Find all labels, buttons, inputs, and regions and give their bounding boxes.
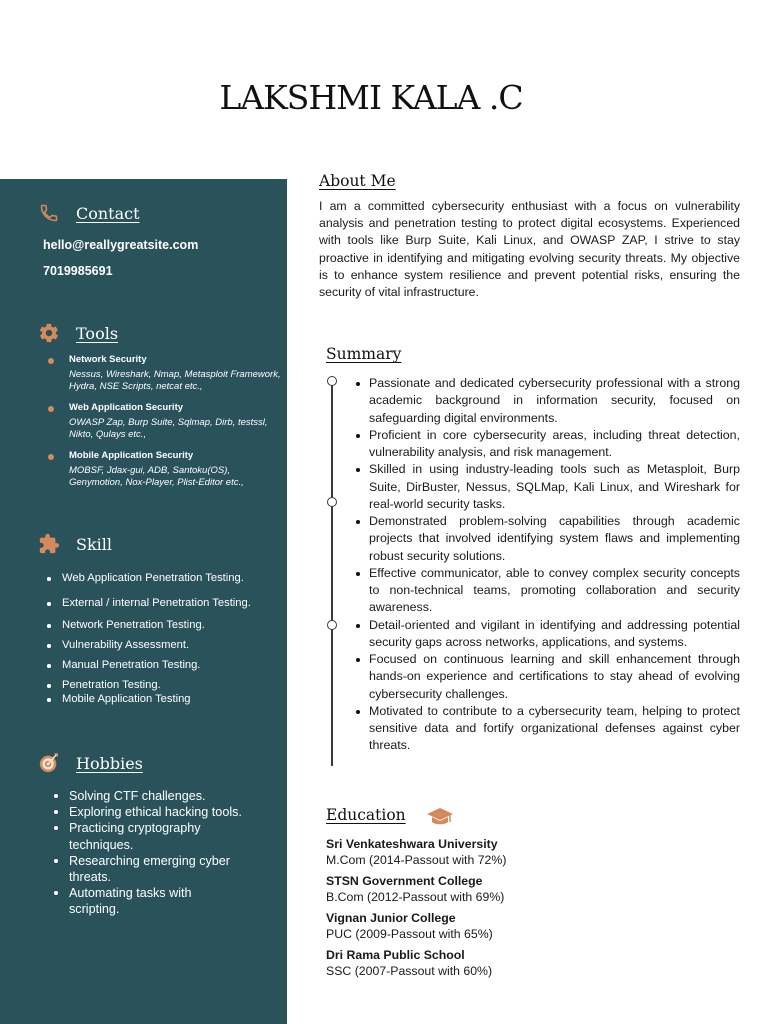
skill-header	[38, 533, 112, 555]
summary-item: Focused on continuous learning and skill enhancement through hands-on experience and certifications to stay ahead of evolving cybersecurity challenges.	[369, 651, 740, 703]
skill-item: Manual Penetration Testing.	[43, 659, 283, 672]
tool-item	[46, 353, 281, 393]
phone-icon	[38, 202, 60, 224]
summary-timeline	[331, 380, 333, 766]
tool-item	[46, 449, 281, 489]
hobby-item: Exploring ethical hacking tools.	[52, 804, 242, 820]
tool-names: MOBSF, Jdax-gui, ADB, Santoku(OS), Genymotion, Nox-Player, Plist-Editor etc.,	[69, 465, 244, 488]
education-list	[326, 836, 626, 984]
summary-item: Detail-oriented and vigilant in identifying and addressing potential security gaps across networks, applications, and systems.	[369, 617, 740, 652]
hobby-item: Practicing cryptography techniques.	[52, 820, 242, 852]
tools-title: Tools	[76, 323, 119, 343]
education-school: Sri Venkateshwara University	[326, 837, 498, 851]
tool-names: Nessus, Wireshark, Nmap, Metasploit Framework, Hydra, NSE Scripts, netcat etc.,	[69, 369, 281, 392]
timeline-node	[327, 376, 337, 386]
education-detail: PUC (2009-Passout with 65%)	[326, 927, 493, 941]
summary-item: Proficient in core cybersecurity areas, including threat detection, vulnerability analysis, and risk management.	[369, 427, 740, 462]
timeline-node	[327, 497, 337, 507]
sidebar	[0, 179, 287, 1024]
contact-header	[38, 202, 140, 224]
skill-item: Penetration Testing.	[43, 679, 283, 692]
education-school: Dri Rama Public School	[326, 948, 465, 962]
skill-item: Web Application Penetration Testing.	[43, 572, 283, 585]
education-item	[326, 910, 626, 942]
summary-list	[369, 375, 740, 755]
tool-category: Mobile Application Security	[69, 450, 194, 461]
education-item	[326, 947, 626, 979]
tool-names: OWASP Zap, Burp Suite, Sqlmap, Dirb, testssl, Nikto, Qulays etc.,	[69, 417, 268, 440]
skill-item: External / internal Penetration Testing.	[43, 597, 283, 610]
education-detail: M.Com (2014-Passout with 72%)	[326, 853, 507, 867]
skill-item: Vulnerability Assessment.	[43, 639, 283, 652]
contact-email[interactable]: hello@reallygreatsite.com	[43, 238, 199, 252]
summary-item: Passionate and dedicated cybersecurity professional with a strong academic background in information security, focused on safeguarding digital environments.	[369, 375, 740, 427]
education-title: Education	[326, 806, 406, 824]
about-title: About Me	[319, 172, 396, 190]
skill-item: Network Penetration Testing.	[43, 619, 283, 632]
contact-title: Contact	[76, 203, 140, 223]
gear-icon	[38, 322, 60, 344]
tool-category: Network Security	[69, 354, 147, 365]
summary-title: Summary	[326, 345, 402, 363]
hobby-item: Researching emerging cyber threats.	[52, 853, 242, 885]
tool-item	[46, 401, 281, 441]
hobbies-list	[52, 788, 242, 918]
skill-title: Skill	[76, 534, 113, 554]
skill-list	[43, 572, 283, 706]
resume-name: LAKSHMI KALA .C	[219, 78, 523, 117]
summary-item: Skilled in using industry-leading tools such as Metasploit, Burp Suite, DirBuster, Nessus, SQLMap, Kali Linux, and Wireshark for real-world security tasks.	[369, 461, 740, 513]
hobbies-title: Hobbies	[76, 753, 143, 773]
tool-category: Web Application Security	[69, 402, 184, 413]
education-school: STSN Government College	[326, 874, 483, 888]
tools-header	[38, 322, 118, 344]
hobby-item: Automating tasks with scripting.	[52, 885, 242, 917]
contact-phone[interactable]: 7019985691	[43, 264, 113, 278]
about-text: I am a committed cybersecurity enthusiast with a focus on vulnerability analysis and penetration testing to protect digital ecosystems. Experienced with tools like Burp Suite, Kali Linux, and OWASP ZAP, I strive to stay proactive in identifying and mitigating evolving security threats. My objective is to enhance system resilience and prevent potential risks, ensuring the security of vital infrastructure.	[319, 199, 740, 300]
tools-list	[46, 353, 281, 497]
education-item	[326, 836, 626, 868]
education-detail: B.Com (2012-Passout with 69%)	[326, 890, 505, 904]
timeline-node	[327, 620, 337, 630]
puzzle-icon	[38, 533, 60, 555]
education-detail: SSC (2007-Passout with 60%)	[326, 964, 493, 978]
hobbies-header	[38, 752, 143, 774]
skill-item: Mobile Application Testing	[43, 693, 283, 706]
target-icon	[38, 752, 60, 774]
summary-item: Effective communicator, able to convey complex security concepts to non-technical teams, promoting collaboration and security awareness.	[369, 565, 740, 617]
summary-item: Demonstrated problem-solving capabilities through academic projects that involved identifying system flaws and implementing robust security solutions.	[369, 513, 740, 565]
education-item	[326, 873, 626, 905]
hobby-item: Solving CTF challenges.	[52, 788, 242, 804]
education-school: Vignan Junior College	[326, 911, 456, 925]
graduation-cap-icon	[426, 806, 454, 833]
summary-item: Motivated to contribute to a cybersecurity team, helping to protect sensitive data and fortify organizational defenses against cyber threats.	[369, 703, 740, 755]
